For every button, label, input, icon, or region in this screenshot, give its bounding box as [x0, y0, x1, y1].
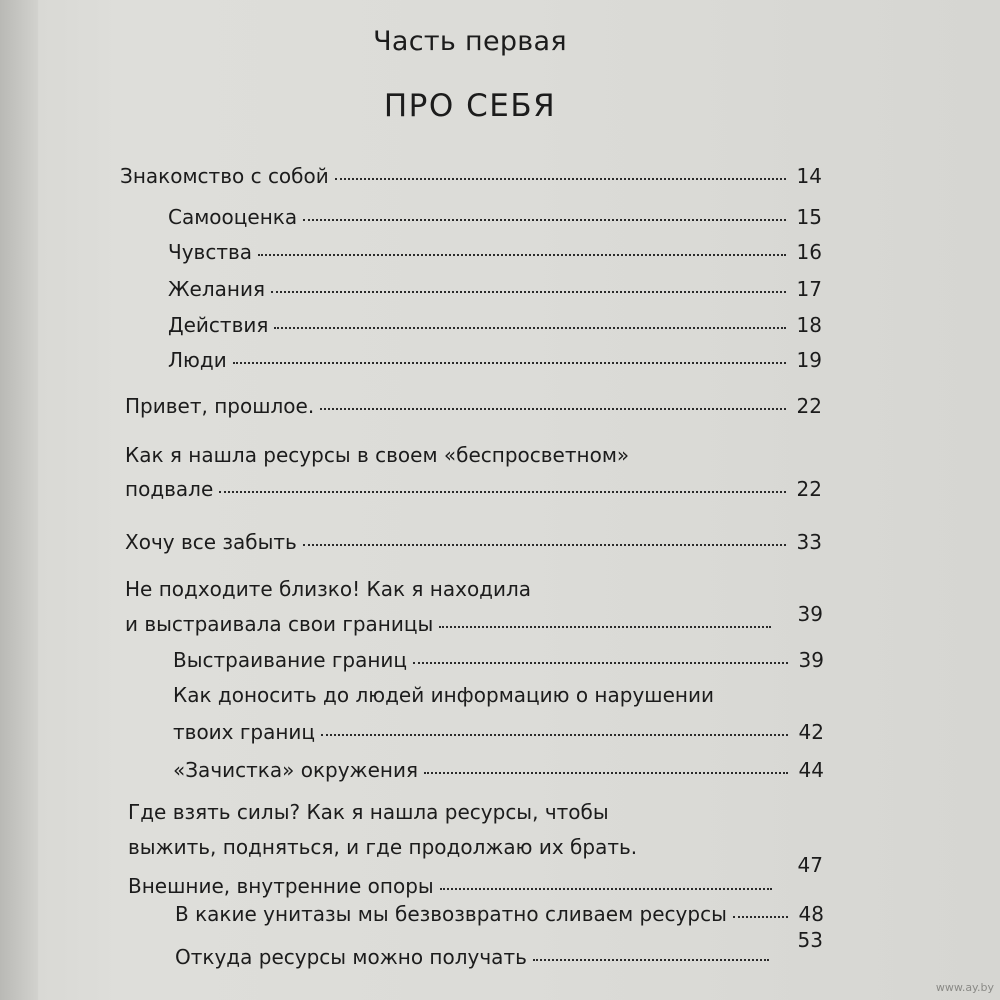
dot-leader [233, 362, 786, 364]
toc-entry-page: 16 [796, 240, 822, 264]
toc-entry-title-line: Как доносить до людей информацию о нарушении [173, 683, 714, 707]
toc-entry-title: Самооценка [168, 205, 298, 229]
toc-entry-title: Хочу все забыть [125, 530, 297, 554]
toc-entry [125, 396, 822, 416]
watermark-text: www.ay.by [935, 981, 994, 994]
part-label: Часть первая [373, 26, 567, 57]
toc-entry-page: 19 [796, 348, 822, 372]
toc-entry-page: 22 [796, 394, 822, 418]
dot-leader [320, 408, 786, 410]
toc-entry-title: «Зачистка» окружения [173, 758, 418, 782]
toc-entry-title-line: выжить, подняться, и где продолжаю их брать. [128, 835, 638, 859]
dot-leader [258, 254, 786, 256]
toc-entry-page: 14 [796, 164, 822, 188]
toc-entry [173, 760, 824, 780]
toc-entry-page: 47 [797, 853, 823, 877]
toc-entry-page: 53 [797, 928, 823, 952]
toc-entry-title: и выстраивала свои границы [125, 612, 434, 636]
toc-entry-title: твоих границ [173, 720, 316, 744]
toc-entry [168, 242, 822, 262]
dot-leader [219, 491, 786, 493]
toc-entry-page: 48 [798, 902, 824, 926]
dot-leader [274, 327, 786, 329]
toc-entry [125, 479, 822, 499]
dot-leader [440, 888, 772, 890]
toc-entry-page: 18 [796, 313, 822, 337]
toc-entry-title: Чувства [168, 240, 253, 264]
toc-entry-page: 42 [798, 720, 824, 744]
toc-entry [168, 315, 822, 335]
toc-entry-title: Желания [168, 277, 265, 301]
toc-entry-title: Внешние, внутренние опоры [128, 874, 434, 898]
toc-entry [168, 279, 822, 299]
toc-entry-page: 22 [796, 477, 822, 501]
toc-entry-title: Знакомство с собой [120, 164, 329, 188]
dot-leader [424, 772, 788, 774]
dot-leader [303, 544, 786, 546]
toc-entry-title-line: Не подходите близко! Как я находила [125, 577, 532, 601]
toc-entry [168, 350, 822, 370]
dot-leader [439, 626, 771, 628]
toc-entry-page: 44 [798, 758, 824, 782]
toc-entry-page: 39 [798, 648, 824, 672]
toc-entry-page: 33 [796, 530, 822, 554]
toc-entry-title: Привет, прошлое. [125, 394, 315, 418]
toc-entry [173, 722, 824, 742]
dot-leader [413, 662, 788, 664]
toc-entry [128, 876, 778, 896]
toc-entry-title: Люди [168, 348, 227, 372]
dot-leader [303, 219, 786, 221]
toc-entry-title: Действия [168, 313, 269, 337]
toc-entry-title: Выстраивание границ [173, 648, 408, 672]
toc-entry [125, 614, 777, 634]
toc-entry-title-line: Как я нашла ресурсы в своем «беспросветном» [125, 443, 630, 467]
toc-entry-page: 39 [797, 602, 823, 626]
toc-entry-title-line: Где взять силы? Как я нашла ресурсы, чтобы [128, 800, 609, 824]
dot-leader [271, 291, 786, 293]
toc-entry [175, 904, 824, 924]
toc-entry-title: В какие унитазы мы безвозвратно сливаем ресурсы [175, 902, 727, 926]
toc-entry [173, 650, 824, 670]
toc-entry-page: 17 [796, 277, 822, 301]
dot-leader [321, 734, 788, 736]
toc-entry [125, 532, 822, 552]
toc-entry [168, 207, 822, 227]
dot-leader [733, 916, 788, 918]
dot-leader [533, 959, 769, 961]
section-title: ПРО СЕБЯ [383, 88, 557, 124]
toc-entry-page: 15 [796, 205, 822, 229]
toc-entry-title: Откуда ресурсы можно получать [175, 945, 527, 969]
toc-entry-title: подвале [125, 477, 214, 501]
dot-leader [335, 178, 786, 180]
toc-entry [175, 947, 775, 967]
toc-entry [120, 166, 822, 186]
